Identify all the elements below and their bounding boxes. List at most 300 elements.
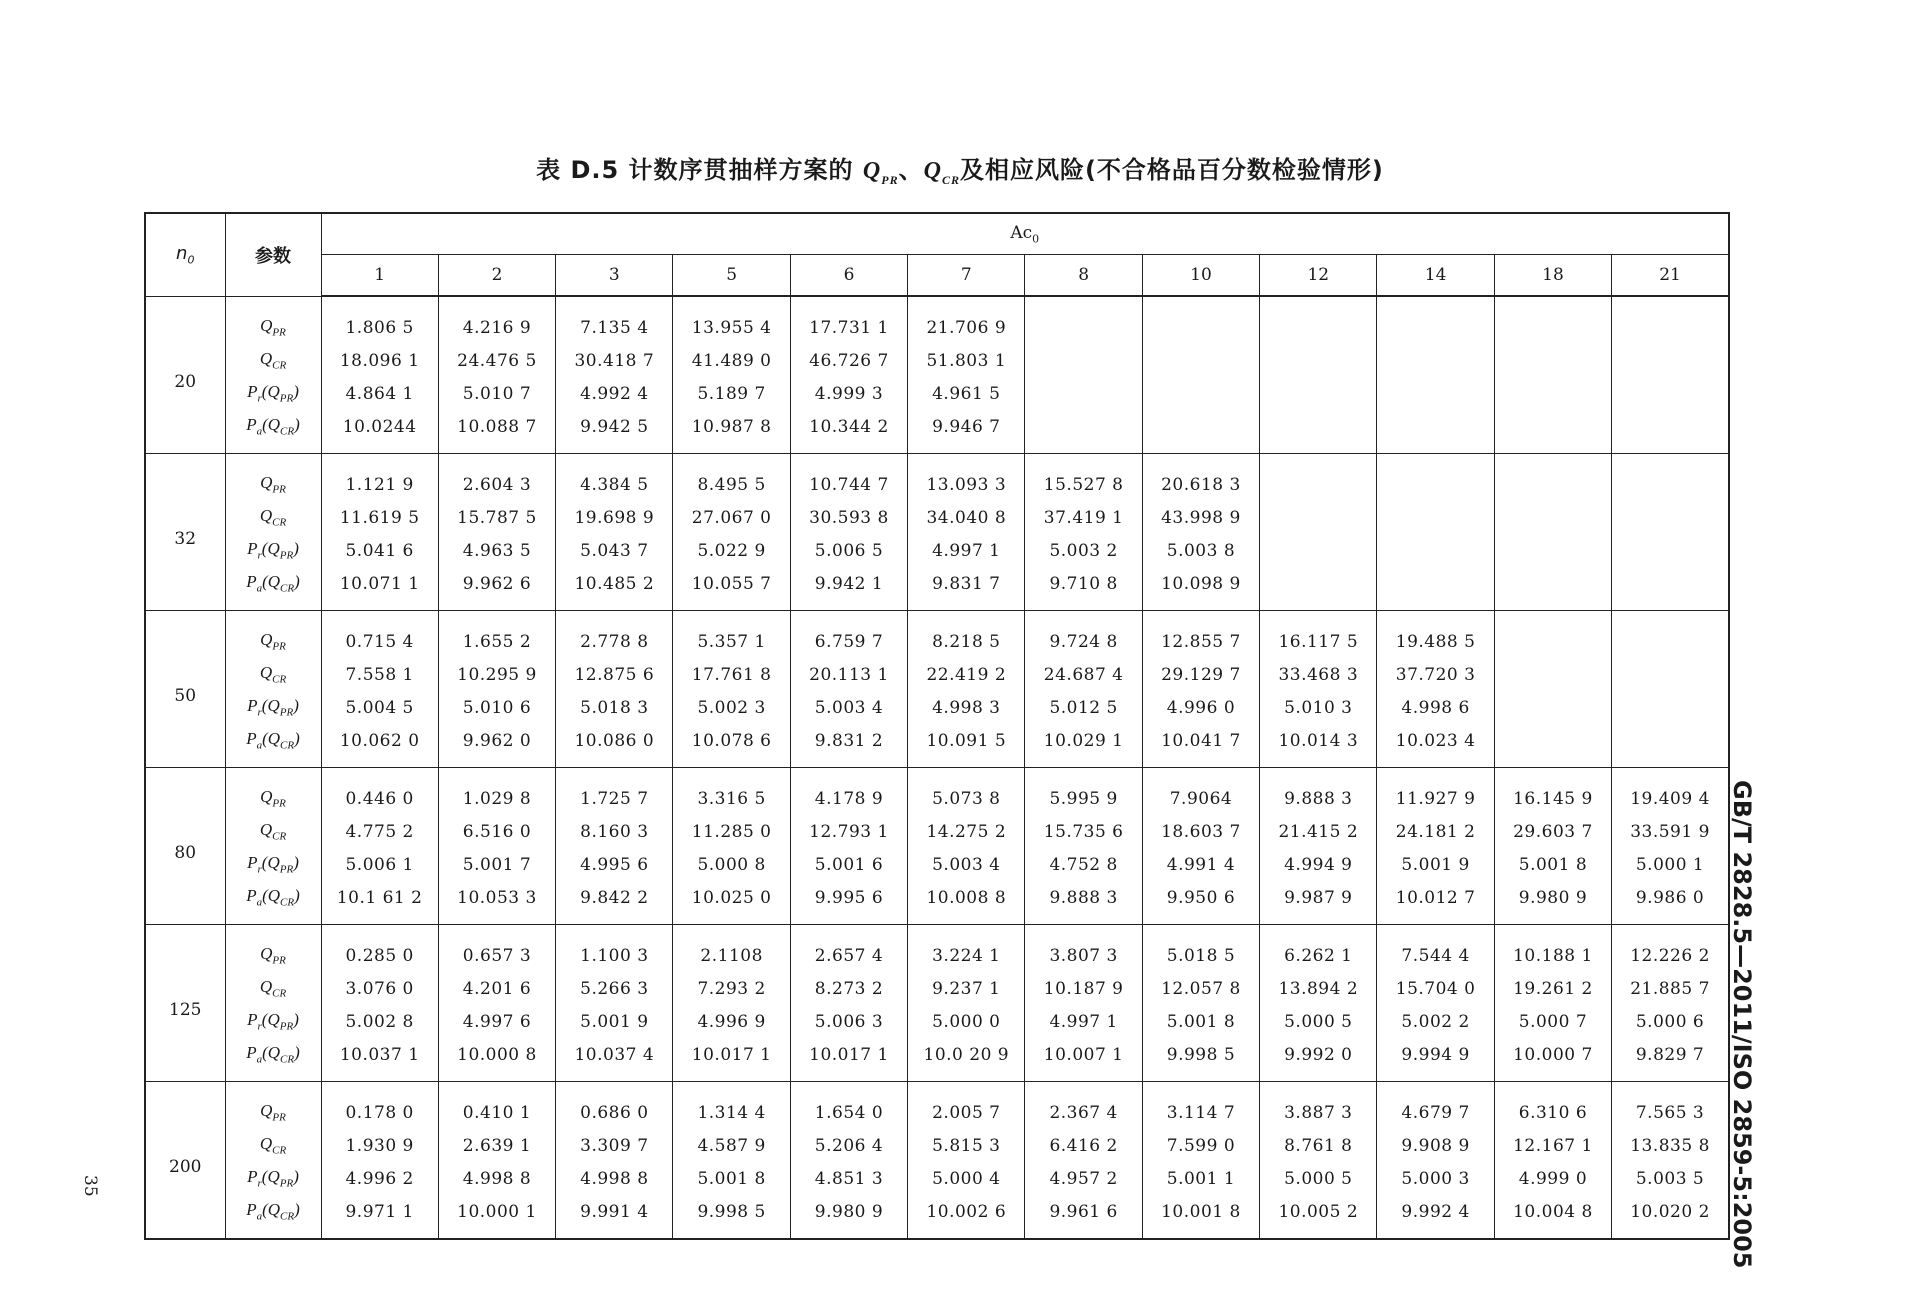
table-cell: 6.516 0: [438, 815, 555, 848]
param-label: $P_r(Q_{PR})$: [225, 691, 321, 724]
table-cell: 5.022 9: [673, 534, 790, 567]
table-cell: 1.100 3: [556, 925, 673, 973]
table-cell: 10.053 3: [438, 881, 555, 925]
table-cell: 4.997 1: [1025, 1005, 1142, 1038]
table-cell: [1260, 501, 1377, 534]
table-cell: 9.994 9: [1377, 1038, 1494, 1082]
n0-header: $n_0$: [145, 213, 225, 296]
table-cell: 4.998 6: [1377, 691, 1494, 724]
ac-column-header: 2: [438, 255, 555, 297]
table-cell: 4.752 8: [1025, 848, 1142, 881]
param-label: $P_a(Q_{CR})$: [225, 410, 321, 454]
table-cell: 5.018 3: [556, 691, 673, 724]
table-cell: [1025, 296, 1142, 344]
table-cell: 10.012 7: [1377, 881, 1494, 925]
param-label: $Q_{PR}$: [225, 768, 321, 816]
table-cell: 1.029 8: [438, 768, 555, 816]
table-cell: [1612, 296, 1729, 344]
table-cell: 9.888 3: [1260, 768, 1377, 816]
table-cell: 12.057 8: [1142, 972, 1259, 1005]
table-row: [145, 1129, 1729, 1162]
table-cell: 4.384 5: [556, 454, 673, 502]
table-row: [145, 848, 1729, 881]
table-cell: 10.0244: [321, 410, 438, 454]
table-cell: 13.093 3: [908, 454, 1025, 502]
param-label: $Q_{CR}$: [225, 1129, 321, 1162]
table-cell: 10.023 4: [1377, 724, 1494, 768]
table-cell: 15.704 0: [1377, 972, 1494, 1005]
table-cell: 19.488 5: [1377, 611, 1494, 659]
table-cell: 10.007 1: [1025, 1038, 1142, 1082]
table-row: [145, 567, 1729, 611]
table-cell: 8.761 8: [1260, 1129, 1377, 1162]
table-cell: 5.010 6: [438, 691, 555, 724]
table-cell: 5.043 7: [556, 534, 673, 567]
table-cell: 10.098 9: [1142, 567, 1259, 611]
table-cell: 29.603 7: [1494, 815, 1611, 848]
table-cell: 10.004 8: [1494, 1195, 1611, 1239]
table-cell: 4.961 5: [908, 377, 1025, 410]
table-cell: 5.189 7: [673, 377, 790, 410]
table-cell: 12.226 2: [1612, 925, 1729, 973]
table-cell: [1494, 658, 1611, 691]
table-cell: 9.237 1: [908, 972, 1025, 1005]
table-cell: 4.997 6: [438, 1005, 555, 1038]
table-cell: [1260, 296, 1377, 344]
sampling-plan-table: [144, 212, 1730, 1240]
table-cell: 12.167 1: [1494, 1129, 1611, 1162]
table-cell: 9.962 0: [438, 724, 555, 768]
table-cell: [1377, 377, 1494, 410]
table-cell: 19.698 9: [556, 501, 673, 534]
table-cell: 0.715 4: [321, 611, 438, 659]
table-cell: [1260, 344, 1377, 377]
table-cell: 10.037 4: [556, 1038, 673, 1082]
table-cell: 14.275 2: [908, 815, 1025, 848]
table-cell: 9.831 2: [790, 724, 907, 768]
n0-value: 80: [145, 768, 225, 925]
ac-column-header: 1: [321, 255, 438, 297]
table-cell: [1612, 534, 1729, 567]
table-cell: 4.216 9: [438, 296, 555, 344]
ac-column-header: 21: [1612, 255, 1729, 297]
table-cell: 43.998 9: [1142, 501, 1259, 534]
table-row: [145, 534, 1729, 567]
table-cell: 6.759 7: [790, 611, 907, 659]
ac-column-header: 5: [673, 255, 790, 297]
table-cell: 24.476 5: [438, 344, 555, 377]
table-cell: 3.224 1: [908, 925, 1025, 973]
table-cell: [1377, 344, 1494, 377]
table-cell: [1612, 724, 1729, 768]
param-label: $Q_{CR}$: [225, 972, 321, 1005]
table-cell: 18.096 1: [321, 344, 438, 377]
table-cell: 33.468 3: [1260, 658, 1377, 691]
table-cell: 1.930 9: [321, 1129, 438, 1162]
table-cell: 0.446 0: [321, 768, 438, 816]
param-label: $Q_{CR}$: [225, 344, 321, 377]
table-cell: 10.055 7: [673, 567, 790, 611]
table-cell: 37.720 3: [1377, 658, 1494, 691]
table-cell: [1377, 454, 1494, 502]
table-cell: 4.994 9: [1260, 848, 1377, 881]
table-cell: 0.410 1: [438, 1082, 555, 1130]
table-cell: [1494, 691, 1611, 724]
table-cell: [1494, 534, 1611, 567]
table-cell: [1612, 410, 1729, 454]
table-cell: 9.842 2: [556, 881, 673, 925]
table-cell: 5.995 9: [1025, 768, 1142, 816]
table-row: [145, 1038, 1729, 1082]
table-cell: 3.309 7: [556, 1129, 673, 1162]
table-cell: 9.942 5: [556, 410, 673, 454]
table-cell: [1142, 410, 1259, 454]
ac-column-header: 6: [790, 255, 907, 297]
table-cell: 3.807 3: [1025, 925, 1142, 973]
standard-code: GB/T 2828.5—2011/ISO 2859-5:2005: [1728, 780, 1756, 1269]
table-cell: 46.726 7: [790, 344, 907, 377]
table-cell: [1142, 377, 1259, 410]
table-cell: 5.002 8: [321, 1005, 438, 1038]
table-cell: 4.997 1: [908, 534, 1025, 567]
table-cell: 4.995 6: [556, 848, 673, 881]
table-cell: 10.029 1: [1025, 724, 1142, 768]
table-cell: [1494, 410, 1611, 454]
table-cell: 24.687 4: [1025, 658, 1142, 691]
table-cell: 2.639 1: [438, 1129, 555, 1162]
table-cell: [1612, 567, 1729, 611]
table-cell: [1377, 410, 1494, 454]
table-cell: 9.971 1: [321, 1195, 438, 1239]
table-cell: 24.181 2: [1377, 815, 1494, 848]
table-cell: 5.001 1: [1142, 1162, 1259, 1195]
table-cell: 2.367 4: [1025, 1082, 1142, 1130]
param-label: $Q_{CR}$: [225, 501, 321, 534]
table-cell: [1612, 501, 1729, 534]
table-row: [145, 815, 1729, 848]
table-cell: 10.344 2: [790, 410, 907, 454]
table-cell: 5.002 3: [673, 691, 790, 724]
param-label: $Q_{CR}$: [225, 658, 321, 691]
table-cell: 10.002 6: [908, 1195, 1025, 1239]
table-cell: 11.927 9: [1377, 768, 1494, 816]
table-cell: 5.000 3: [1377, 1162, 1494, 1195]
ac-column-header: 7: [908, 255, 1025, 297]
table-row: [145, 691, 1729, 724]
table-cell: 0.285 0: [321, 925, 438, 973]
table-cell: 5.000 8: [673, 848, 790, 881]
table-cell: 2.1108: [673, 925, 790, 973]
table-cell: 5.003 2: [1025, 534, 1142, 567]
table-cell: 10.017 1: [673, 1038, 790, 1082]
table-cell: [1612, 691, 1729, 724]
param-label: $Q_{PR}$: [225, 296, 321, 344]
table-cell: 10.187 9: [1025, 972, 1142, 1005]
table-cell: [1260, 410, 1377, 454]
table-cell: 9.946 7: [908, 410, 1025, 454]
table-row: [145, 501, 1729, 534]
table-row: [145, 1195, 1729, 1239]
table-row: [145, 925, 1729, 973]
table-cell: 9.908 9: [1377, 1129, 1494, 1162]
table-cell: 9.991 4: [556, 1195, 673, 1239]
table-cell: 9.829 7: [1612, 1038, 1729, 1082]
table-cell: 4.996 2: [321, 1162, 438, 1195]
table-cell: [1612, 377, 1729, 410]
table-cell: [1494, 501, 1611, 534]
page-number: 35: [80, 1175, 100, 1197]
table-cell: 4.957 2: [1025, 1162, 1142, 1195]
table-cell: 5.003 4: [790, 691, 907, 724]
table-cell: 5.010 7: [438, 377, 555, 410]
param-label: $P_r(Q_{PR})$: [225, 1162, 321, 1195]
param-label: $P_a(Q_{CR})$: [225, 567, 321, 611]
ac-column-header: 14: [1377, 255, 1494, 297]
table-cell: 2.005 7: [908, 1082, 1025, 1130]
table-cell: 0.178 0: [321, 1082, 438, 1130]
table-cell: 9.962 6: [438, 567, 555, 611]
table-cell: 20.618 3: [1142, 454, 1259, 502]
table-row: [145, 296, 1729, 344]
table-cell: 5.266 3: [556, 972, 673, 1005]
table-cell: 9.724 8: [1025, 611, 1142, 659]
table-cell: 4.999 0: [1494, 1162, 1611, 1195]
table-row: [145, 972, 1729, 1005]
table-cell: 4.998 8: [438, 1162, 555, 1195]
ac-column-header: 12: [1260, 255, 1377, 297]
table-cell: [1260, 567, 1377, 611]
table-cell: 5.073 8: [908, 768, 1025, 816]
table-cell: 4.996 0: [1142, 691, 1259, 724]
param-label: $P_r(Q_{PR})$: [225, 1005, 321, 1038]
table-cell: [1494, 377, 1611, 410]
table-cell: 4.851 3: [790, 1162, 907, 1195]
table-cell: 10.062 0: [321, 724, 438, 768]
param-label: $Q_{PR}$: [225, 611, 321, 659]
table-cell: [1377, 296, 1494, 344]
table-cell: [1025, 410, 1142, 454]
table-cell: 9.942 1: [790, 567, 907, 611]
table-cell: [1377, 567, 1494, 611]
param-label: $P_r(Q_{PR})$: [225, 848, 321, 881]
table-cell: 0.657 3: [438, 925, 555, 973]
table-cell: [1025, 344, 1142, 377]
table-cell: [1260, 377, 1377, 410]
table-cell: 9.710 8: [1025, 567, 1142, 611]
param-label: $Q_{PR}$: [225, 925, 321, 973]
table-cell: 29.129 7: [1142, 658, 1259, 691]
param-label: $Q_{PR}$: [225, 454, 321, 502]
table-row: [145, 1082, 1729, 1130]
table-cell: 21.415 2: [1260, 815, 1377, 848]
table-cell: 0.686 0: [556, 1082, 673, 1130]
ac-header: $Ac_0$: [321, 213, 1729, 255]
table-row: [145, 344, 1729, 377]
ac-column-header: 8: [1025, 255, 1142, 297]
table-row: [145, 881, 1729, 925]
table-cell: 5.006 1: [321, 848, 438, 881]
table-cell: 4.775 2: [321, 815, 438, 848]
table-cell: 2.778 8: [556, 611, 673, 659]
table-cell: 7.558 1: [321, 658, 438, 691]
param-header: 参数: [225, 213, 321, 296]
table-cell: [1494, 724, 1611, 768]
table-cell: 10.020 2: [1612, 1195, 1729, 1239]
table-cell: 16.145 9: [1494, 768, 1611, 816]
table-cell: 4.864 1: [321, 377, 438, 410]
table-cell: 1.725 7: [556, 768, 673, 816]
table-cell: 33.591 9: [1612, 815, 1729, 848]
table-cell: 10.744 7: [790, 454, 907, 502]
table-cell: 10.295 9: [438, 658, 555, 691]
table-cell: 9.950 6: [1142, 881, 1259, 925]
n0-value: 32: [145, 454, 225, 611]
table-cell: 5.001 8: [1494, 848, 1611, 881]
table-cell: 5.010 3: [1260, 691, 1377, 724]
table-cell: 4.996 9: [673, 1005, 790, 1038]
table-cell: 10.000 1: [438, 1195, 555, 1239]
table-cell: 9.995 6: [790, 881, 907, 925]
table-cell: 5.000 0: [908, 1005, 1025, 1038]
table-cell: 41.489 0: [673, 344, 790, 377]
table-row: [145, 377, 1729, 410]
table-row: [145, 410, 1729, 454]
table-cell: 9.831 7: [908, 567, 1025, 611]
table-cell: 5.006 5: [790, 534, 907, 567]
table-row: [145, 454, 1729, 502]
table-cell: 3.887 3: [1260, 1082, 1377, 1130]
table-cell: 10.071 1: [321, 567, 438, 611]
table-cell: 10.014 3: [1260, 724, 1377, 768]
table-cell: 7.135 4: [556, 296, 673, 344]
table-title: 表 D.5 计数序贯抽样方案的 $Q_{PR}$、$Q_{CR}$及相应风险(不合格品百分数检验情形): [536, 156, 1384, 187]
table-cell: 10.078 6: [673, 724, 790, 768]
table-cell: 22.419 2: [908, 658, 1025, 691]
table-row: [145, 1162, 1729, 1195]
table-cell: 9.987 9: [1260, 881, 1377, 925]
table-cell: 5.002 2: [1377, 1005, 1494, 1038]
table-cell: 5.000 7: [1494, 1005, 1611, 1038]
table-cell: 4.991 4: [1142, 848, 1259, 881]
table-cell: 7.293 2: [673, 972, 790, 1005]
table-cell: 10.188 1: [1494, 925, 1611, 973]
table-cell: 13.835 8: [1612, 1129, 1729, 1162]
table-cell: [1142, 344, 1259, 377]
table-cell: 5.041 6: [321, 534, 438, 567]
ac-column-header: 10: [1142, 255, 1259, 297]
param-label: $P_r(Q_{PR})$: [225, 377, 321, 410]
table-cell: [1377, 501, 1494, 534]
table-cell: [1494, 611, 1611, 659]
table-cell: 5.000 4: [908, 1162, 1025, 1195]
table-row: [145, 658, 1729, 691]
table-cell: 10.008 8: [908, 881, 1025, 925]
table-cell: 9.888 3: [1025, 881, 1142, 925]
table-cell: 9.998 5: [673, 1195, 790, 1239]
ac-column-header: 3: [556, 255, 673, 297]
table-cell: 4.201 6: [438, 972, 555, 1005]
table-cell: 2.657 4: [790, 925, 907, 973]
table-cell: 18.603 7: [1142, 815, 1259, 848]
param-label: $P_r(Q_{PR})$: [225, 534, 321, 567]
table-cell: 5.357 1: [673, 611, 790, 659]
table-cell: 5.001 6: [790, 848, 907, 881]
table-cell: 10.088 7: [438, 410, 555, 454]
table-cell: 27.067 0: [673, 501, 790, 534]
table-cell: 30.593 8: [790, 501, 907, 534]
table-cell: 37.419 1: [1025, 501, 1142, 534]
table-cell: 9.961 6: [1025, 1195, 1142, 1239]
table-cell: 10.091 5: [908, 724, 1025, 768]
table-cell: 30.418 7: [556, 344, 673, 377]
table-cell: 4.679 7: [1377, 1082, 1494, 1130]
table-cell: 8.218 5: [908, 611, 1025, 659]
table-cell: [1494, 454, 1611, 502]
table-cell: [1377, 534, 1494, 567]
table-cell: 5.206 4: [790, 1129, 907, 1162]
table-cell: 3.316 5: [673, 768, 790, 816]
table-cell: 10.086 0: [556, 724, 673, 768]
param-label: $Q_{CR}$: [225, 815, 321, 848]
table-row: [145, 768, 1729, 816]
table-cell: 9.986 0: [1612, 881, 1729, 925]
table-cell: 1.314 4: [673, 1082, 790, 1130]
table-cell: 9.998 5: [1142, 1038, 1259, 1082]
table-cell: 5.000 5: [1260, 1162, 1377, 1195]
table-cell: 17.731 1: [790, 296, 907, 344]
table-cell: 8.273 2: [790, 972, 907, 1005]
param-label: $Q_{PR}$: [225, 1082, 321, 1130]
table-cell: 10.041 7: [1142, 724, 1259, 768]
table-cell: 21.706 9: [908, 296, 1025, 344]
table-cell: 9.980 9: [1494, 881, 1611, 925]
table-cell: 51.803 1: [908, 344, 1025, 377]
table-cell: [1494, 296, 1611, 344]
table-cell: 9.992 4: [1377, 1195, 1494, 1239]
table-cell: 1.654 0: [790, 1082, 907, 1130]
table-cell: [1142, 296, 1259, 344]
table-cell: [1612, 611, 1729, 659]
table-cell: 9.980 9: [790, 1195, 907, 1239]
n0-value: 125: [145, 925, 225, 1082]
table-cell: 8.160 3: [556, 815, 673, 848]
table-cell: 4.178 9: [790, 768, 907, 816]
table-cell: 5.000 6: [1612, 1005, 1729, 1038]
param-label: $P_a(Q_{CR})$: [225, 1195, 321, 1239]
table-cell: 17.761 8: [673, 658, 790, 691]
table-cell: 10.025 0: [673, 881, 790, 925]
table-cell: [1260, 534, 1377, 567]
table-cell: [1612, 454, 1729, 502]
n0-value: 50: [145, 611, 225, 768]
table-row: [145, 724, 1729, 768]
table-cell: 11.285 0: [673, 815, 790, 848]
table-cell: 5.001 8: [1142, 1005, 1259, 1038]
table-cell: 10.000 8: [438, 1038, 555, 1082]
table-cell: 5.003 4: [908, 848, 1025, 881]
table-cell: 8.495 5: [673, 454, 790, 502]
table-cell: 5.003 5: [1612, 1162, 1729, 1195]
table-cell: 10.017 1: [790, 1038, 907, 1082]
table-cell: 15.527 8: [1025, 454, 1142, 502]
table-cell: 10.037 1: [321, 1038, 438, 1082]
table-cell: 12.855 7: [1142, 611, 1259, 659]
table-cell: 10.485 2: [556, 567, 673, 611]
table-cell: [1612, 344, 1729, 377]
table-cell: 20.113 1: [790, 658, 907, 691]
table-cell: 6.416 2: [1025, 1129, 1142, 1162]
table-cell: 5.004 5: [321, 691, 438, 724]
